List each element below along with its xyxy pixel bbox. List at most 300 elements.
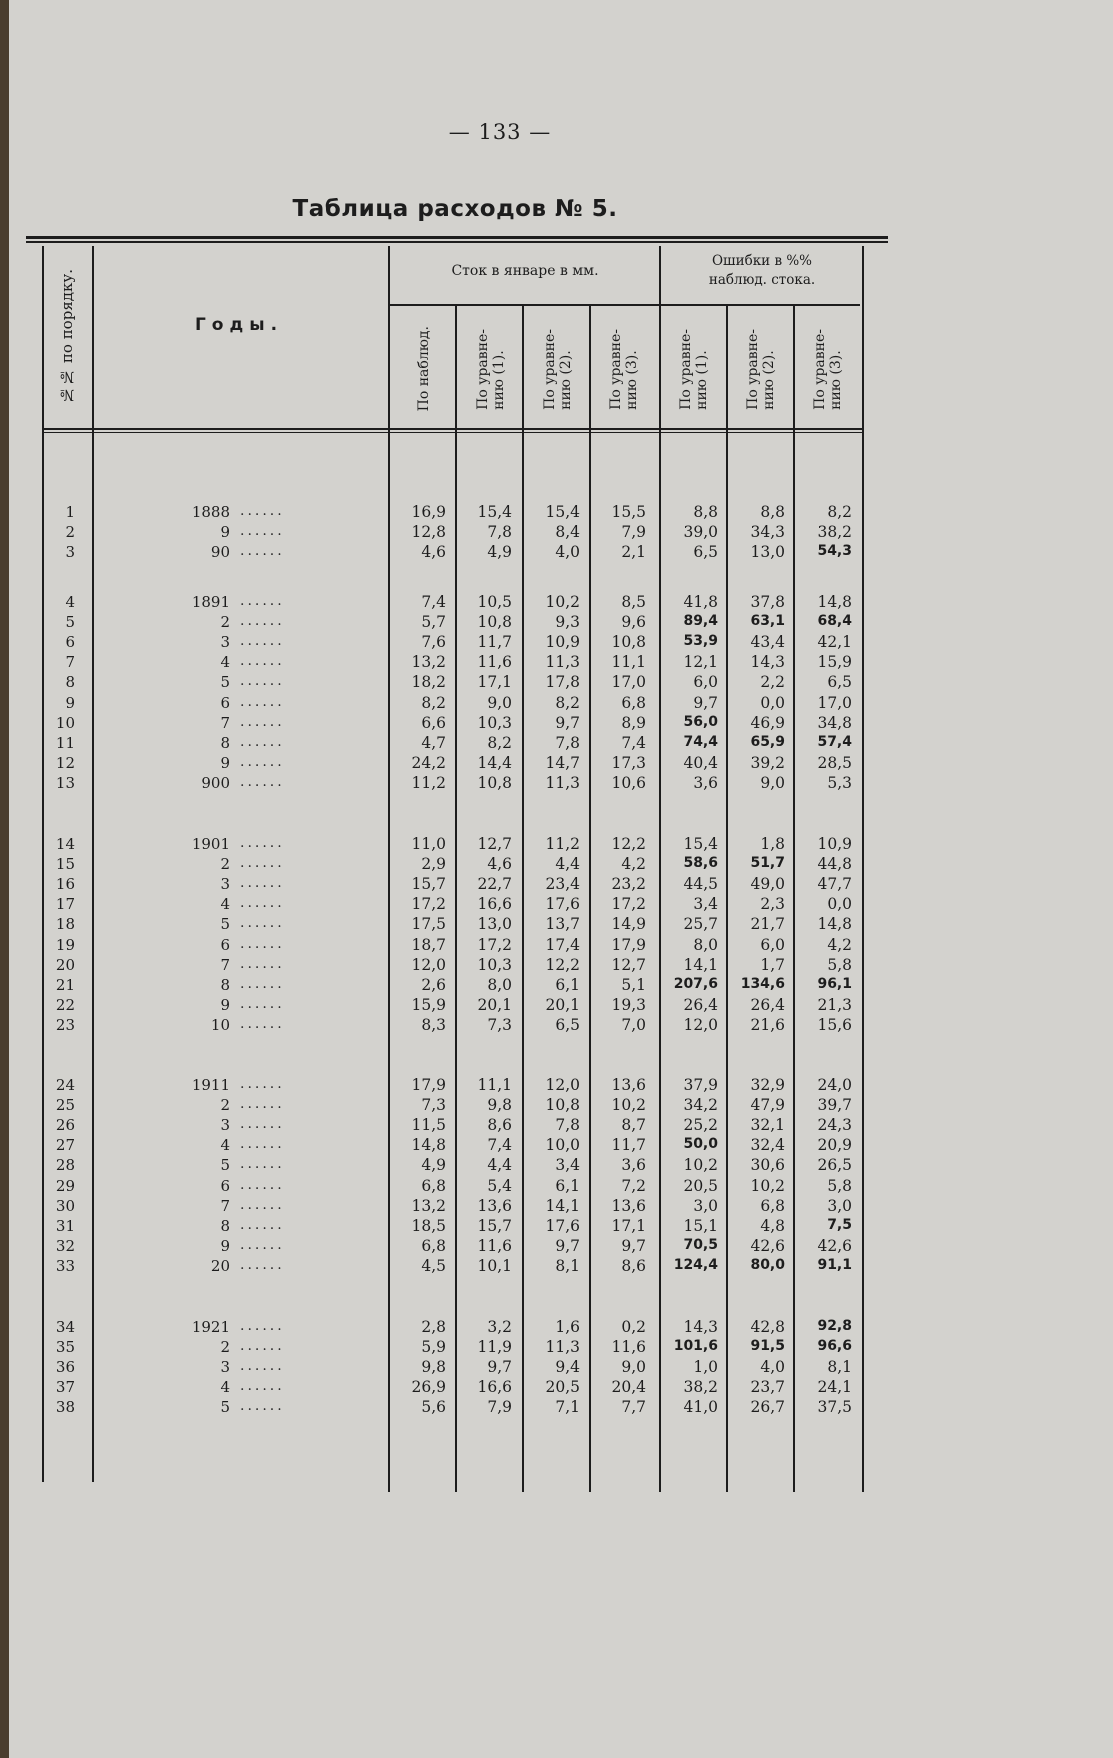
flow-value: 8,1 (555, 1256, 580, 1275)
error-value: 44,8 (817, 855, 852, 874)
error-value: 3,0 (827, 1196, 852, 1215)
error-value: 26,5 (817, 1156, 852, 1175)
flow-value: 17,5 (411, 915, 446, 934)
error-value: 24,1 (817, 1378, 852, 1397)
leader-dots: ...... (240, 1338, 285, 1355)
error-value: 44,5 (683, 875, 718, 894)
flow-value: 7,0 (621, 1015, 646, 1034)
error-value: 47,9 (750, 1096, 785, 1115)
leader-dots: ...... (240, 733, 285, 750)
flow-value: 12,2 (611, 835, 646, 853)
row-year: 5 (220, 673, 230, 692)
flow-value: 7,3 (487, 1015, 512, 1034)
row-year: 900 (201, 773, 230, 792)
leader-dots: ...... (240, 895, 285, 912)
error-value: 14,1 (683, 955, 718, 974)
error-value: 13,0 (750, 543, 785, 562)
flow-value: 6,8 (421, 1176, 446, 1195)
subheader-flow-1 (392, 312, 456, 426)
error-value: 92,8 (817, 1318, 852, 1334)
leader-dots: ...... (240, 653, 285, 670)
flow-value: 14,1 (545, 1196, 580, 1215)
flow-value: 12,0 (545, 1076, 580, 1094)
subheader-line: По наблюд. (416, 326, 432, 412)
error-value: 0,0 (827, 895, 852, 914)
flow-value: 11,7 (477, 633, 512, 652)
flow-value: 16,6 (477, 1378, 512, 1397)
flow-value: 14,9 (611, 915, 646, 934)
flow-value: 7,1 (555, 1398, 580, 1417)
flow-value: 20,4 (611, 1378, 646, 1397)
flow-value: 11,2 (545, 835, 580, 853)
flow-value: 11,5 (411, 1116, 446, 1135)
flow-value: 7,6 (421, 633, 446, 652)
error-value: 26,4 (683, 995, 718, 1014)
leader-dots: ...... (240, 753, 285, 770)
row-number: 16 (55, 875, 75, 894)
flow-value: 13,6 (611, 1076, 646, 1094)
flow-value: 9,4 (555, 1358, 580, 1377)
subheader-line: По уравне- (475, 328, 491, 410)
flow-value: 0,2 (621, 1318, 646, 1336)
leader-dots: ...... (240, 633, 285, 650)
flow-value: 23,4 (545, 875, 580, 894)
row-number: 7 (65, 653, 75, 672)
error-value: 26,4 (750, 995, 785, 1014)
error-value: 21,7 (750, 915, 785, 934)
error-value: 12,1 (683, 653, 718, 672)
flow-value: 17,0 (611, 673, 646, 692)
error-value: 10,2 (750, 1176, 785, 1195)
flow-value: 10,8 (611, 633, 646, 652)
error-value: 96,1 (817, 975, 852, 992)
row-year: 8 (220, 1216, 230, 1235)
leader-dots: ...... (240, 975, 285, 992)
error-value: 51,7 (750, 855, 785, 872)
flow-value: 7,4 (487, 1136, 512, 1155)
error-value: 9,0 (760, 773, 785, 792)
leader-dots: ...... (240, 1196, 285, 1213)
subheader-line: нию (1). (694, 349, 710, 410)
flow-value: 9,3 (555, 613, 580, 632)
row-year: 1888 (191, 503, 230, 521)
flow-value: 17,9 (411, 1076, 446, 1094)
error-value: 14,3 (750, 653, 785, 672)
row-year: 3 (220, 1358, 230, 1377)
row-year: 2 (220, 1338, 230, 1357)
error-value: 7,5 (827, 1216, 852, 1233)
error-value: 37,5 (817, 1398, 852, 1417)
flow-value: 18,7 (411, 935, 446, 954)
flow-value: 12,2 (545, 955, 580, 974)
row-year: 10 (210, 1015, 230, 1034)
leader-dots: ...... (240, 935, 285, 952)
error-value: 42,6 (750, 1236, 785, 1255)
row-number: 21 (55, 975, 75, 994)
subheader-line: По уравне- (542, 328, 558, 410)
leader-dots: ...... (240, 503, 285, 519)
row-year: 1921 (191, 1318, 230, 1336)
subheader-line: нию (2). (558, 349, 574, 410)
error-value: 207,6 (673, 975, 718, 992)
flow-value: 15,4 (545, 503, 580, 521)
flow-value: 12,7 (611, 955, 646, 974)
error-value: 5,3 (827, 773, 852, 792)
subheader-error-2 (729, 312, 793, 426)
flow-value: 15,7 (411, 875, 446, 894)
row-year: 4 (220, 895, 230, 914)
row-number: 34 (55, 1318, 75, 1336)
row-number: 36 (55, 1358, 75, 1377)
flow-value: 12,8 (411, 523, 446, 542)
flow-value: 7,3 (421, 1096, 446, 1115)
error-value: 24,3 (817, 1116, 852, 1135)
row-year: 5 (220, 915, 230, 934)
error-value: 6,0 (760, 935, 785, 954)
error-value: 47,7 (817, 875, 852, 894)
page-number: — 133 — (448, 120, 552, 144)
error-value: 89,4 (683, 613, 718, 630)
row-year: 9 (220, 1236, 230, 1255)
flow-value: 12,0 (411, 955, 446, 974)
flow-value: 10,2 (611, 1096, 646, 1115)
flow-value: 3,4 (555, 1156, 580, 1175)
error-value: 6,5 (827, 673, 852, 692)
flow-value: 7,4 (421, 593, 446, 611)
row-number: 13 (55, 773, 75, 792)
flow-value: 4,4 (487, 1156, 512, 1175)
error-value: 34,3 (750, 523, 785, 542)
flow-value: 8,6 (621, 1256, 646, 1275)
error-value: 10,9 (817, 835, 852, 853)
error-value: 43,4 (750, 633, 785, 652)
row-number: 31 (55, 1216, 75, 1235)
flow-value: 17,1 (611, 1216, 646, 1235)
flow-value: 10,6 (611, 773, 646, 792)
error-value: 15,4 (683, 835, 718, 853)
leader-dots: ...... (240, 1156, 285, 1173)
error-value: 1,7 (760, 955, 785, 974)
flow-value: 12,7 (477, 835, 512, 853)
error-value: 74,4 (683, 733, 718, 750)
subheader-line: По уравне- (812, 328, 828, 410)
row-number: 15 (55, 855, 75, 874)
flow-value: 13,6 (611, 1196, 646, 1215)
flow-value: 24,2 (411, 753, 446, 772)
error-value: 46,9 (750, 713, 785, 732)
error-value: 63,1 (750, 613, 785, 630)
leader-dots: ...... (240, 955, 285, 972)
error-value: 134,6 (740, 975, 785, 992)
error-value: 3,0 (693, 1196, 718, 1215)
flow-value: 17,9 (611, 935, 646, 954)
flow-value: 17,2 (477, 935, 512, 954)
flow-value: 7,9 (487, 1398, 512, 1417)
error-value: 4,2 (827, 935, 852, 954)
error-value: 4,8 (760, 1216, 785, 1235)
error-value: 30,6 (750, 1156, 785, 1175)
row-number: 6 (65, 633, 75, 652)
flow-value: 5,4 (487, 1176, 512, 1195)
leader-dots: ...... (240, 543, 285, 560)
error-value: 3,4 (693, 895, 718, 914)
leader-dots: ...... (240, 593, 285, 609)
error-value: 8,2 (827, 503, 852, 521)
row-year: 90 (210, 543, 230, 562)
error-value: 42,1 (817, 633, 852, 652)
row-number: 33 (55, 1256, 75, 1275)
error-value: 91,5 (750, 1338, 785, 1355)
flow-value: 23,2 (611, 875, 646, 894)
flow-value: 17,4 (545, 935, 580, 954)
row-year: 8 (220, 975, 230, 994)
row-number: 17 (55, 895, 75, 914)
flow-value: 15,5 (611, 503, 646, 521)
error-value: 32,9 (750, 1076, 785, 1094)
flow-value: 9,8 (421, 1358, 446, 1377)
row-number: 22 (55, 995, 75, 1014)
error-value: 65,9 (750, 733, 785, 750)
header-group-underline (390, 304, 860, 306)
flow-value: 11,3 (545, 653, 580, 672)
error-value: 37,9 (683, 1076, 718, 1094)
subheader-line: По уравне- (745, 328, 761, 410)
row-year: 5 (220, 1398, 230, 1417)
flow-value: 5,6 (421, 1398, 446, 1417)
flow-value: 11,0 (411, 835, 446, 853)
flow-value: 16,6 (477, 895, 512, 914)
flow-value: 9,7 (555, 1236, 580, 1255)
flow-value: 2,1 (621, 543, 646, 562)
row-year: 3 (220, 633, 230, 652)
row-year: 8 (220, 733, 230, 752)
error-value: 32,1 (750, 1116, 785, 1135)
flow-value: 13,7 (545, 915, 580, 934)
error-value: 15,9 (817, 653, 852, 672)
flow-value: 5,7 (421, 613, 446, 632)
leader-dots: ...... (240, 995, 285, 1012)
error-value: 23,7 (750, 1378, 785, 1397)
error-value: 38,2 (683, 1378, 718, 1397)
flow-value: 7,4 (621, 733, 646, 752)
leader-dots: ...... (240, 915, 285, 932)
leader-dots: ...... (240, 855, 285, 872)
error-value: 1,0 (693, 1358, 718, 1377)
leader-dots: ...... (240, 1015, 285, 1032)
flow-value: 10,8 (477, 613, 512, 632)
error-value: 101,6 (673, 1338, 718, 1355)
leader-dots: ...... (240, 1076, 285, 1092)
flow-value: 19,3 (611, 995, 646, 1014)
row-number: 29 (55, 1176, 75, 1195)
flow-value: 4,0 (555, 543, 580, 562)
leader-dots: ...... (240, 875, 285, 892)
subheader-flow-3 (526, 312, 590, 426)
error-value: 6,5 (693, 543, 718, 562)
subheader-line: нию (2). (761, 349, 777, 410)
row-number: 2 (65, 523, 75, 542)
flow-value: 9,7 (621, 1236, 646, 1255)
flow-value: 17,8 (545, 673, 580, 692)
row-year: 9 (220, 523, 230, 542)
row-year: 3 (220, 1116, 230, 1135)
row-year: 20 (210, 1256, 230, 1275)
error-value: 5,8 (827, 1176, 852, 1195)
row-year: 4 (220, 1136, 230, 1155)
flow-value: 4,5 (421, 1256, 446, 1275)
error-value: 12,0 (683, 1015, 718, 1034)
row-year: 3 (220, 875, 230, 894)
error-value: 39,7 (817, 1096, 852, 1115)
flow-value: 11,6 (611, 1338, 646, 1357)
leader-dots: ...... (240, 1398, 285, 1415)
flow-value: 4,9 (487, 543, 512, 562)
leader-dots: ...... (240, 1256, 285, 1273)
leader-dots: ...... (240, 523, 285, 540)
row-year: 2 (220, 1096, 230, 1115)
error-value: 25,2 (683, 1116, 718, 1135)
row-number: 28 (55, 1156, 75, 1175)
error-value: 25,7 (683, 915, 718, 934)
error-value: 4,0 (760, 1358, 785, 1377)
error-value: 17,0 (817, 693, 852, 712)
flow-value: 7,7 (621, 1398, 646, 1417)
flow-value: 13,2 (411, 653, 446, 672)
row-year: 4 (220, 653, 230, 672)
flow-value: 10,3 (477, 713, 512, 732)
flow-value: 10,5 (477, 593, 512, 611)
error-value: 39,0 (683, 523, 718, 542)
row-year: 7 (220, 955, 230, 974)
flow-value: 13,6 (477, 1196, 512, 1215)
error-value: 8,8 (693, 503, 718, 521)
flow-value: 10,8 (477, 773, 512, 792)
flow-value: 11,2 (411, 773, 446, 792)
row-year: 7 (220, 1196, 230, 1215)
error-value: 5,8 (827, 955, 852, 974)
flow-value: 9,6 (621, 613, 646, 632)
flow-value: 15,9 (411, 995, 446, 1014)
flow-value: 8,3 (421, 1015, 446, 1034)
header-bottom-rule (42, 428, 862, 430)
row-number: 27 (55, 1136, 75, 1155)
row-number: 20 (55, 955, 75, 974)
flow-value: 6,8 (421, 1236, 446, 1255)
error-value: 8,1 (827, 1358, 852, 1377)
row-year: 2 (220, 613, 230, 632)
subheader-flow-4 (592, 312, 656, 426)
error-value: 57,4 (817, 733, 852, 750)
subheader-error-1 (662, 312, 726, 426)
flow-value: 6,6 (421, 713, 446, 732)
row-number: 10 (55, 713, 75, 732)
error-value: 15,6 (817, 1015, 852, 1034)
column-divider (862, 246, 864, 1492)
flow-value: 20,1 (477, 995, 512, 1014)
error-value: 0,0 (760, 693, 785, 712)
row-year: 1891 (191, 593, 230, 611)
top-rule-thin (26, 241, 888, 243)
error-value: 21,6 (750, 1015, 785, 1034)
error-value: 6,0 (693, 673, 718, 692)
flow-value: 2,6 (421, 975, 446, 994)
error-value: 24,0 (817, 1076, 852, 1094)
flow-value: 11,6 (477, 653, 512, 672)
leader-dots: ...... (240, 1096, 285, 1113)
flow-value: 3,2 (487, 1318, 512, 1336)
row-number: 1 (65, 503, 75, 521)
row-year: 4 (220, 1378, 230, 1397)
flow-value: 8,6 (487, 1116, 512, 1135)
row-year: 6 (220, 1176, 230, 1195)
error-value: 1,8 (760, 835, 785, 853)
flow-value: 15,7 (477, 1216, 512, 1235)
error-value: 8,8 (760, 503, 785, 521)
flow-value: 22,7 (477, 875, 512, 894)
error-value: 96,6 (817, 1338, 852, 1355)
leader-dots: ...... (240, 1236, 285, 1253)
header-bottom-rule-2 (42, 432, 862, 433)
flow-value: 7,8 (555, 733, 580, 752)
error-value: 49,0 (750, 875, 785, 894)
error-value: 56,0 (683, 713, 718, 730)
leader-dots: ...... (240, 713, 285, 730)
flow-value: 10,2 (545, 593, 580, 611)
flow-value: 8,9 (621, 713, 646, 732)
flow-value: 8,2 (555, 693, 580, 712)
flow-value: 11,7 (611, 1136, 646, 1155)
flow-value: 5,9 (421, 1338, 446, 1357)
flow-value: 4,4 (555, 855, 580, 874)
flow-value: 11,1 (477, 1076, 512, 1094)
flow-value: 7,9 (621, 523, 646, 542)
error-value: 80,0 (750, 1256, 785, 1273)
flow-value: 17,6 (545, 1216, 580, 1235)
error-value: 14,8 (817, 593, 852, 611)
flow-value: 6,8 (621, 693, 646, 712)
flow-value: 5,1 (621, 975, 646, 994)
subheader-line: нию (3). (828, 349, 844, 410)
flow-value: 17,1 (477, 673, 512, 692)
error-value: 8,0 (693, 935, 718, 954)
flow-value: 9,0 (621, 1358, 646, 1377)
error-value: 10,2 (683, 1156, 718, 1175)
flow-value: 4,2 (621, 855, 646, 874)
subheader-line: нию (1). (491, 349, 507, 410)
flow-value: 15,4 (477, 503, 512, 521)
row-number: 5 (65, 613, 75, 632)
flow-value: 11,9 (477, 1338, 512, 1357)
leader-dots: ...... (240, 1136, 285, 1153)
flow-value: 9,7 (555, 713, 580, 732)
error-value: 38,2 (817, 523, 852, 542)
row-number: 38 (55, 1398, 75, 1417)
leader-dots: ...... (240, 693, 285, 710)
leader-dots: ...... (240, 1176, 285, 1193)
row-year: 9 (220, 753, 230, 772)
error-value: 39,2 (750, 753, 785, 772)
row-year: 5 (220, 1156, 230, 1175)
leader-dots: ...... (240, 673, 285, 690)
flow-value: 17,6 (545, 895, 580, 914)
leader-dots: ...... (240, 1318, 285, 1334)
flow-value: 7,8 (487, 523, 512, 542)
row-number: 18 (55, 915, 75, 934)
flow-value: 2,8 (421, 1318, 446, 1336)
row-number: 11 (55, 733, 75, 752)
error-value: 54,3 (817, 543, 852, 560)
flow-value: 9,8 (487, 1096, 512, 1115)
